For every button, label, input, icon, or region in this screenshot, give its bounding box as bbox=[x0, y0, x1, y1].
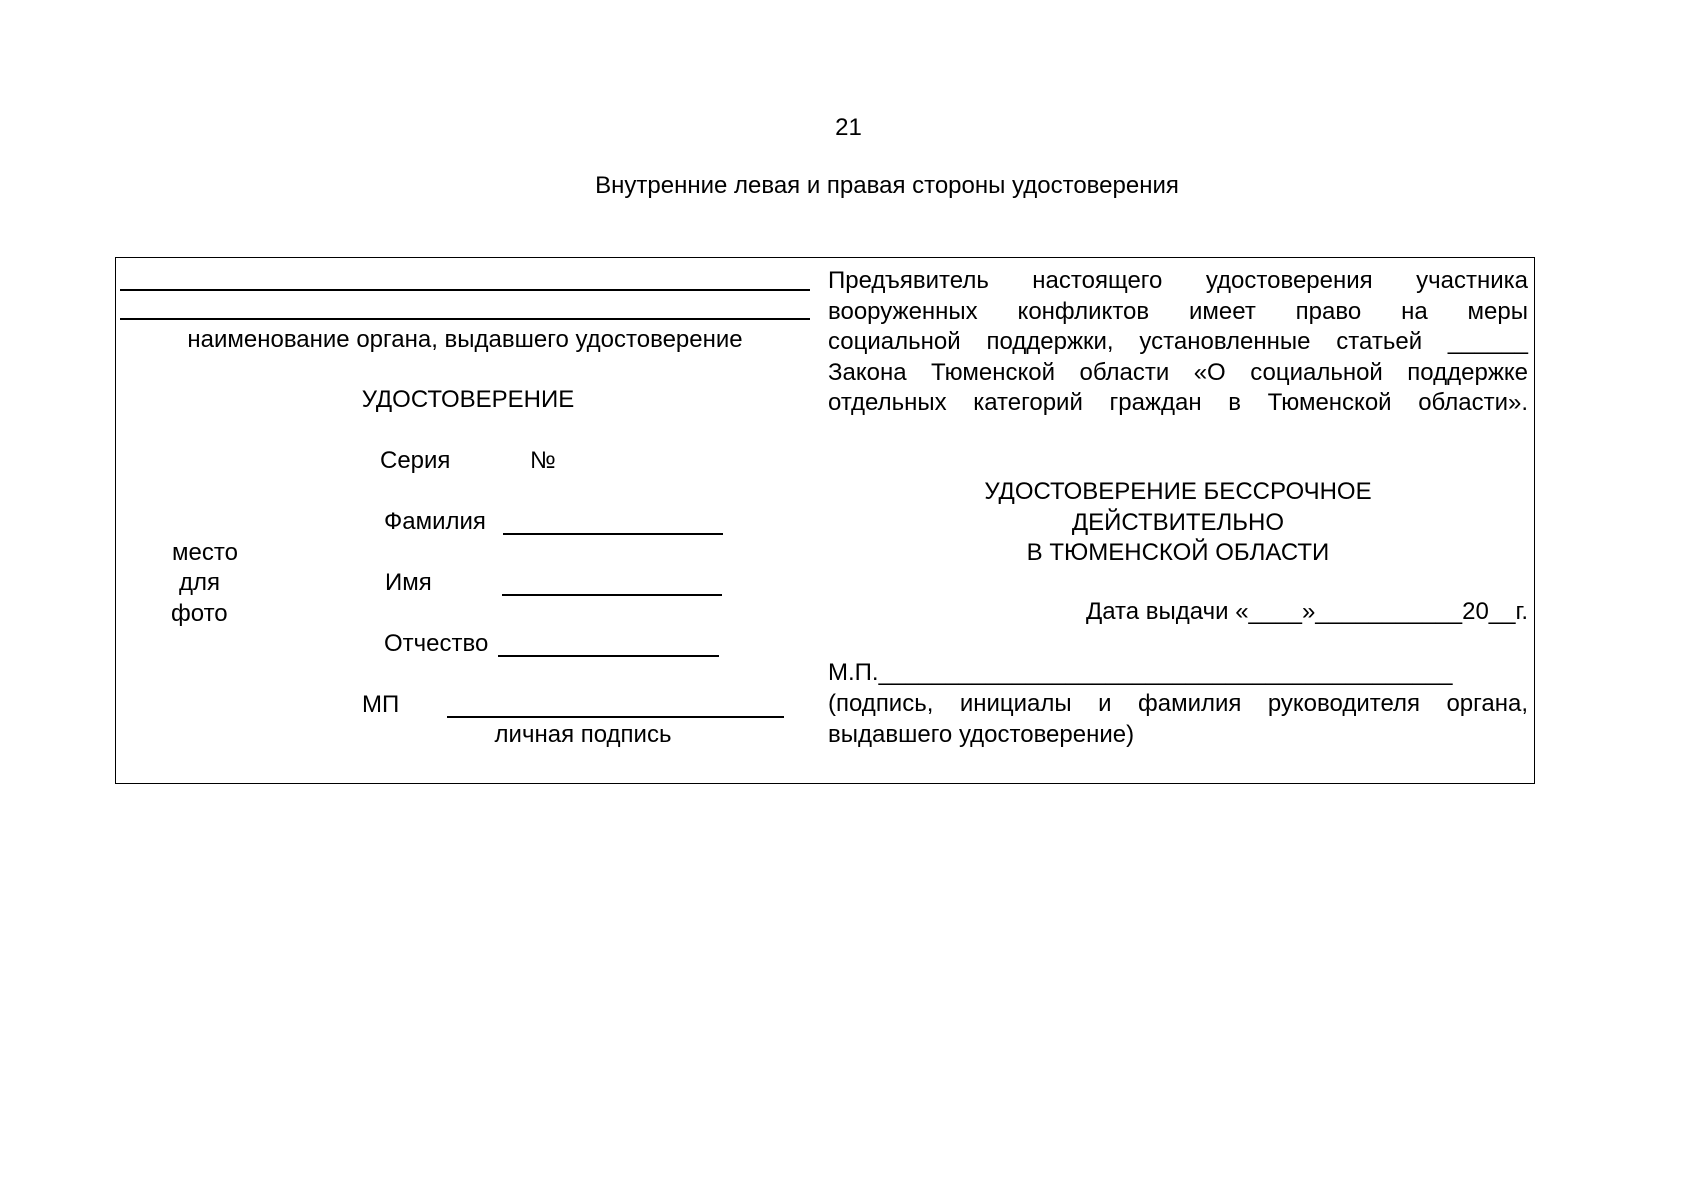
benefits-paragraph bbox=[828, 266, 1528, 419]
photo-place-line-2: для bbox=[179, 569, 221, 596]
personal-signature-label: личная подпись bbox=[494, 721, 672, 748]
organ-name-label: наименование органа, выдавшего удостоверение bbox=[187, 326, 743, 353]
photo-place-line-3: фото bbox=[171, 600, 228, 627]
validity-line-3: В ТЮМЕНСКОЙ ОБЛАСТИ bbox=[1026, 539, 1330, 566]
series-label: Серия bbox=[380, 447, 451, 474]
signer-note-line-2: выдавшего удостоверение) bbox=[828, 720, 1135, 748]
number-label: № bbox=[530, 447, 556, 474]
issue-date-field[interactable]: Дата выдачи «____»___________20__г. bbox=[1085, 598, 1528, 625]
signer-note-line-1: (подпись, инициалы и фамилия руководителя органа, bbox=[828, 690, 1528, 717]
benefits-paragraph-line-4: Закона Тюменской области «О социальной поддержке bbox=[828, 358, 1528, 386]
page-number: 21 bbox=[835, 114, 862, 141]
personal-signature-line[interactable] bbox=[447, 716, 784, 718]
patronymic-label: Отчество bbox=[384, 630, 489, 657]
patronymic-field-line[interactable] bbox=[498, 655, 719, 657]
benefits-paragraph-line-3: социальной поддержки, установленные статьей ______ bbox=[828, 328, 1528, 355]
benefits-paragraph-line-2: вооруженных конфликтов имеет право на меры bbox=[828, 297, 1528, 325]
name-label: Имя bbox=[385, 569, 432, 596]
certificate-title: УДОСТОВЕРЕНИЕ bbox=[361, 386, 575, 413]
stamp-label: МП bbox=[362, 691, 400, 718]
photo-place-line-1: место bbox=[172, 539, 238, 566]
document-caption: Внутренние левая и правая стороны удостоверения bbox=[595, 172, 1179, 199]
surname-field-line[interactable] bbox=[503, 533, 723, 535]
benefits-paragraph-line-1: Предъявитель настоящего удостоверения участника bbox=[828, 267, 1528, 294]
validity-statement bbox=[828, 477, 1528, 569]
signer-note bbox=[828, 689, 1528, 750]
surname-label: Фамилия bbox=[384, 508, 486, 535]
organ-name-line-2[interactable] bbox=[120, 318, 810, 320]
benefits-paragraph-line-5: отдельных категорий граждан в Тюменской области». bbox=[828, 389, 1528, 416]
validity-line-2: ДЕЙСТВИТЕЛЬНО bbox=[1071, 508, 1285, 536]
name-field-line[interactable] bbox=[502, 594, 722, 596]
organ-name-line-1[interactable] bbox=[120, 289, 810, 291]
official-stamp-signature-line[interactable]: М.П.___________________________________________ bbox=[828, 659, 1453, 686]
validity-line-1: УДОСТОВЕРЕНИЕ БЕССРОЧНОЕ bbox=[984, 478, 1372, 505]
